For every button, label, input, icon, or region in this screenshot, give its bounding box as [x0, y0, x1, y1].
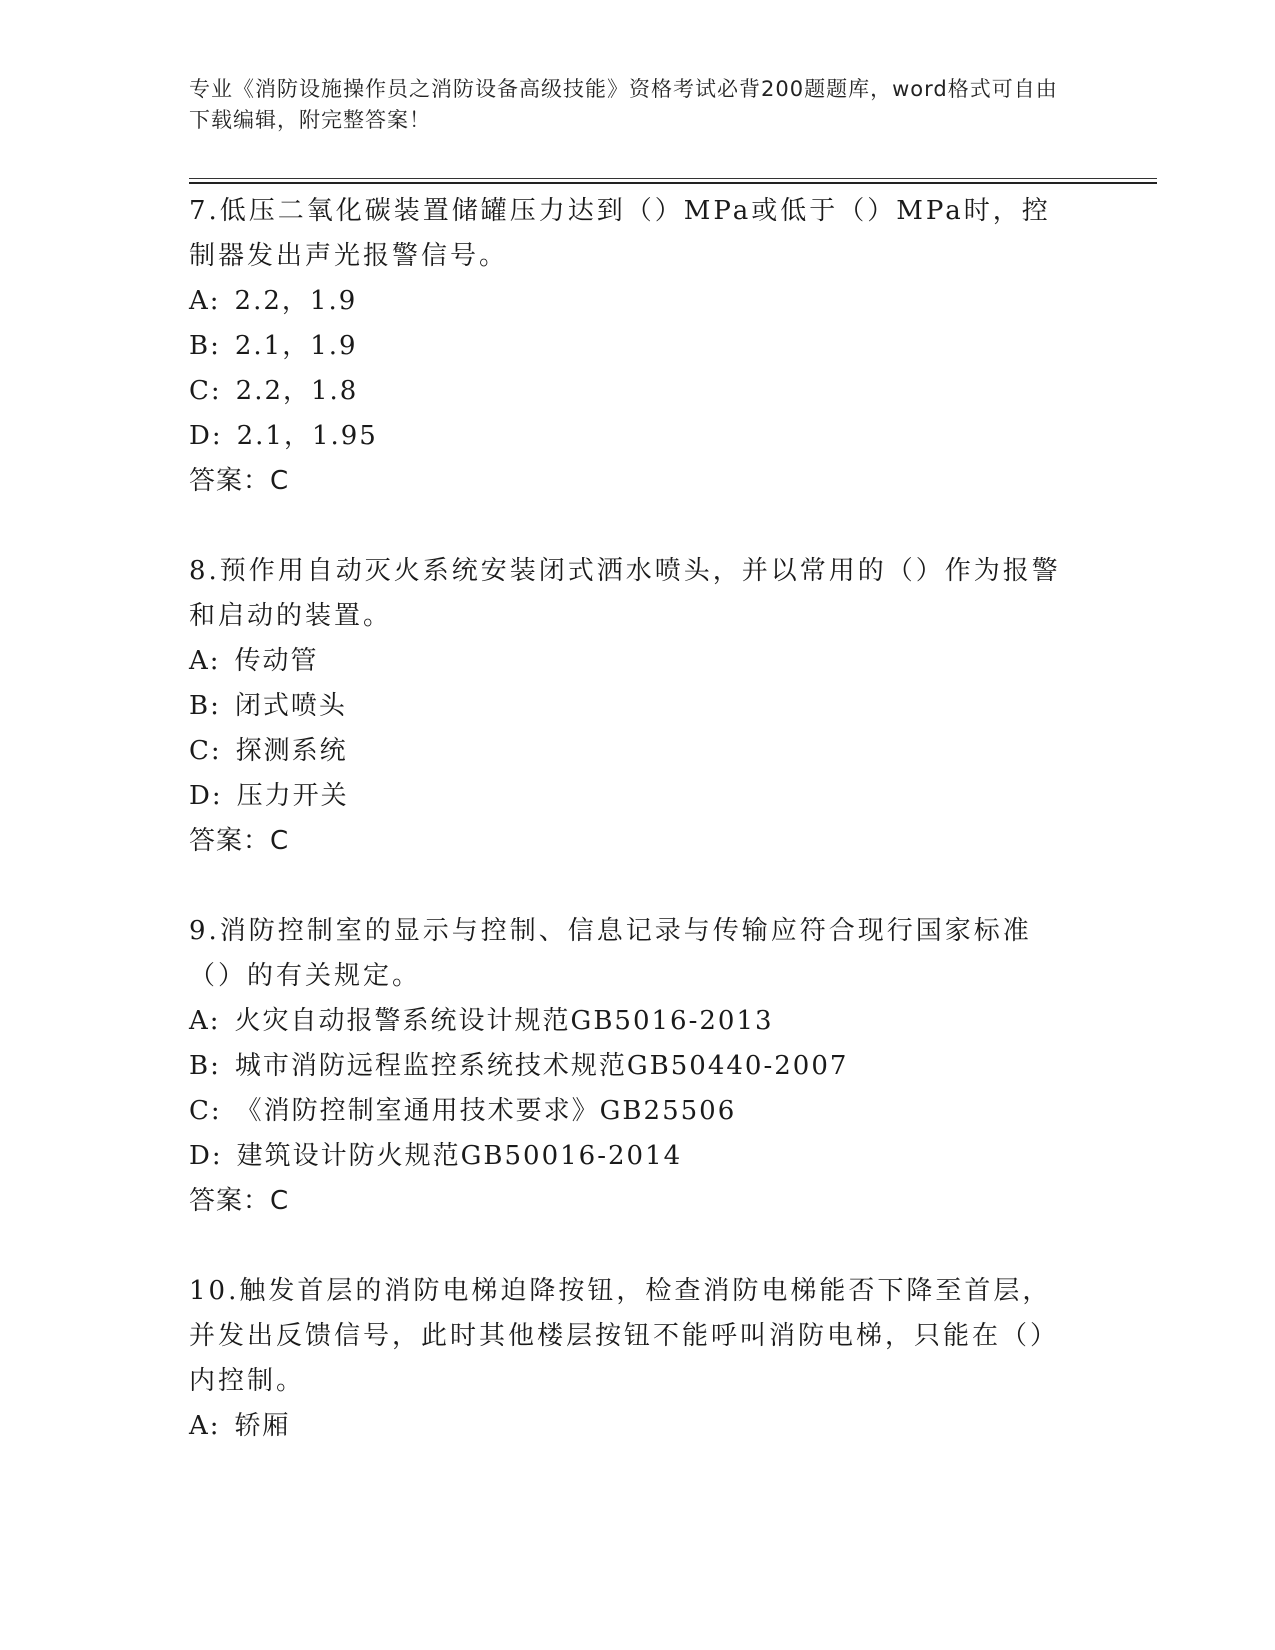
option-d	[189, 414, 1089, 459]
option-text: 传动管	[234, 646, 319, 676]
option-text: 2.1，1.95	[236, 421, 378, 451]
option-text: 2.1，1.9	[234, 331, 358, 361]
option-a	[189, 1404, 1089, 1449]
header-divider-thick	[189, 182, 1157, 184]
option-text: 探测系统	[235, 736, 348, 766]
option-key: A:	[189, 1006, 221, 1036]
option-text: 建筑设计防火规范GB50016-2014	[236, 1141, 683, 1171]
option-a	[189, 999, 1089, 1044]
option-d	[189, 774, 1089, 819]
option-text: 闭式喷头	[234, 691, 347, 721]
option-key: A:	[189, 646, 221, 676]
option-b	[189, 684, 1089, 729]
option-a	[189, 279, 1089, 324]
question-10	[189, 1269, 1089, 1449]
option-c	[189, 729, 1089, 774]
header-divider-thin	[189, 178, 1157, 179]
option-a	[189, 639, 1089, 684]
question-text: 7.低压二氧化碳装置储罐压力达到（）MPa或低于（）MPa时，控制器发出声光报警信号。	[189, 196, 1051, 271]
question-text: 9.消防控制室的显示与控制、信息记录与传输应符合现行国家标准（）的有关规定。	[189, 916, 1032, 991]
option-c	[189, 369, 1089, 414]
option-text: 火灾自动报警系统设计规范GB5016-2013	[234, 1006, 774, 1036]
option-text: 《消防控制室通用技术要求》GB25506	[235, 1096, 737, 1126]
question-list	[189, 189, 1089, 1494]
option-key: A:	[189, 1411, 221, 1441]
option-c	[189, 1089, 1089, 1134]
option-text: 轿厢	[234, 1411, 291, 1441]
option-key: D:	[189, 421, 223, 451]
answer-text: 答案：C	[189, 466, 290, 496]
option-b	[189, 1044, 1089, 1089]
question-7	[189, 189, 1089, 504]
option-key: B:	[189, 691, 221, 721]
option-key: B:	[189, 1051, 221, 1081]
option-text: 压力开关	[236, 781, 349, 811]
option-d	[189, 1134, 1089, 1179]
answer-text: 答案：C	[189, 826, 290, 856]
answer-text: 答案：C	[189, 1186, 290, 1216]
question-9	[189, 909, 1089, 1224]
option-text: 城市消防远程监控系统技术规范GB50440-2007	[234, 1051, 849, 1081]
option-key: A:	[189, 286, 221, 316]
option-key: C:	[189, 1096, 222, 1126]
question-8	[189, 549, 1089, 864]
option-key: B:	[189, 331, 221, 361]
option-b	[189, 324, 1089, 369]
question-text: 10.触发首层的消防电梯迫降按钮，检查消防电梯能否下降至首层，并发出反馈信号，此时其他楼层按钮不能呼叫消防电梯，只能在（）内控制。	[189, 1276, 1060, 1396]
option-key: C:	[189, 736, 222, 766]
option-key: C:	[189, 376, 222, 406]
option-key: D:	[189, 1141, 223, 1171]
option-key: D:	[189, 781, 223, 811]
header-text: 专业《消防设施操作员之消防设备高级技能》资格考试必背200题题库，word格式可自由下载编辑，附完整答案！	[189, 77, 1058, 132]
option-text: 2.2，1.8	[235, 376, 359, 406]
option-text: 2.2，1.9	[234, 286, 358, 316]
question-text: 8.预作用自动灭火系统安装闭式洒水喷头，并以常用的（）作为报警和启动的装置。	[189, 556, 1061, 631]
